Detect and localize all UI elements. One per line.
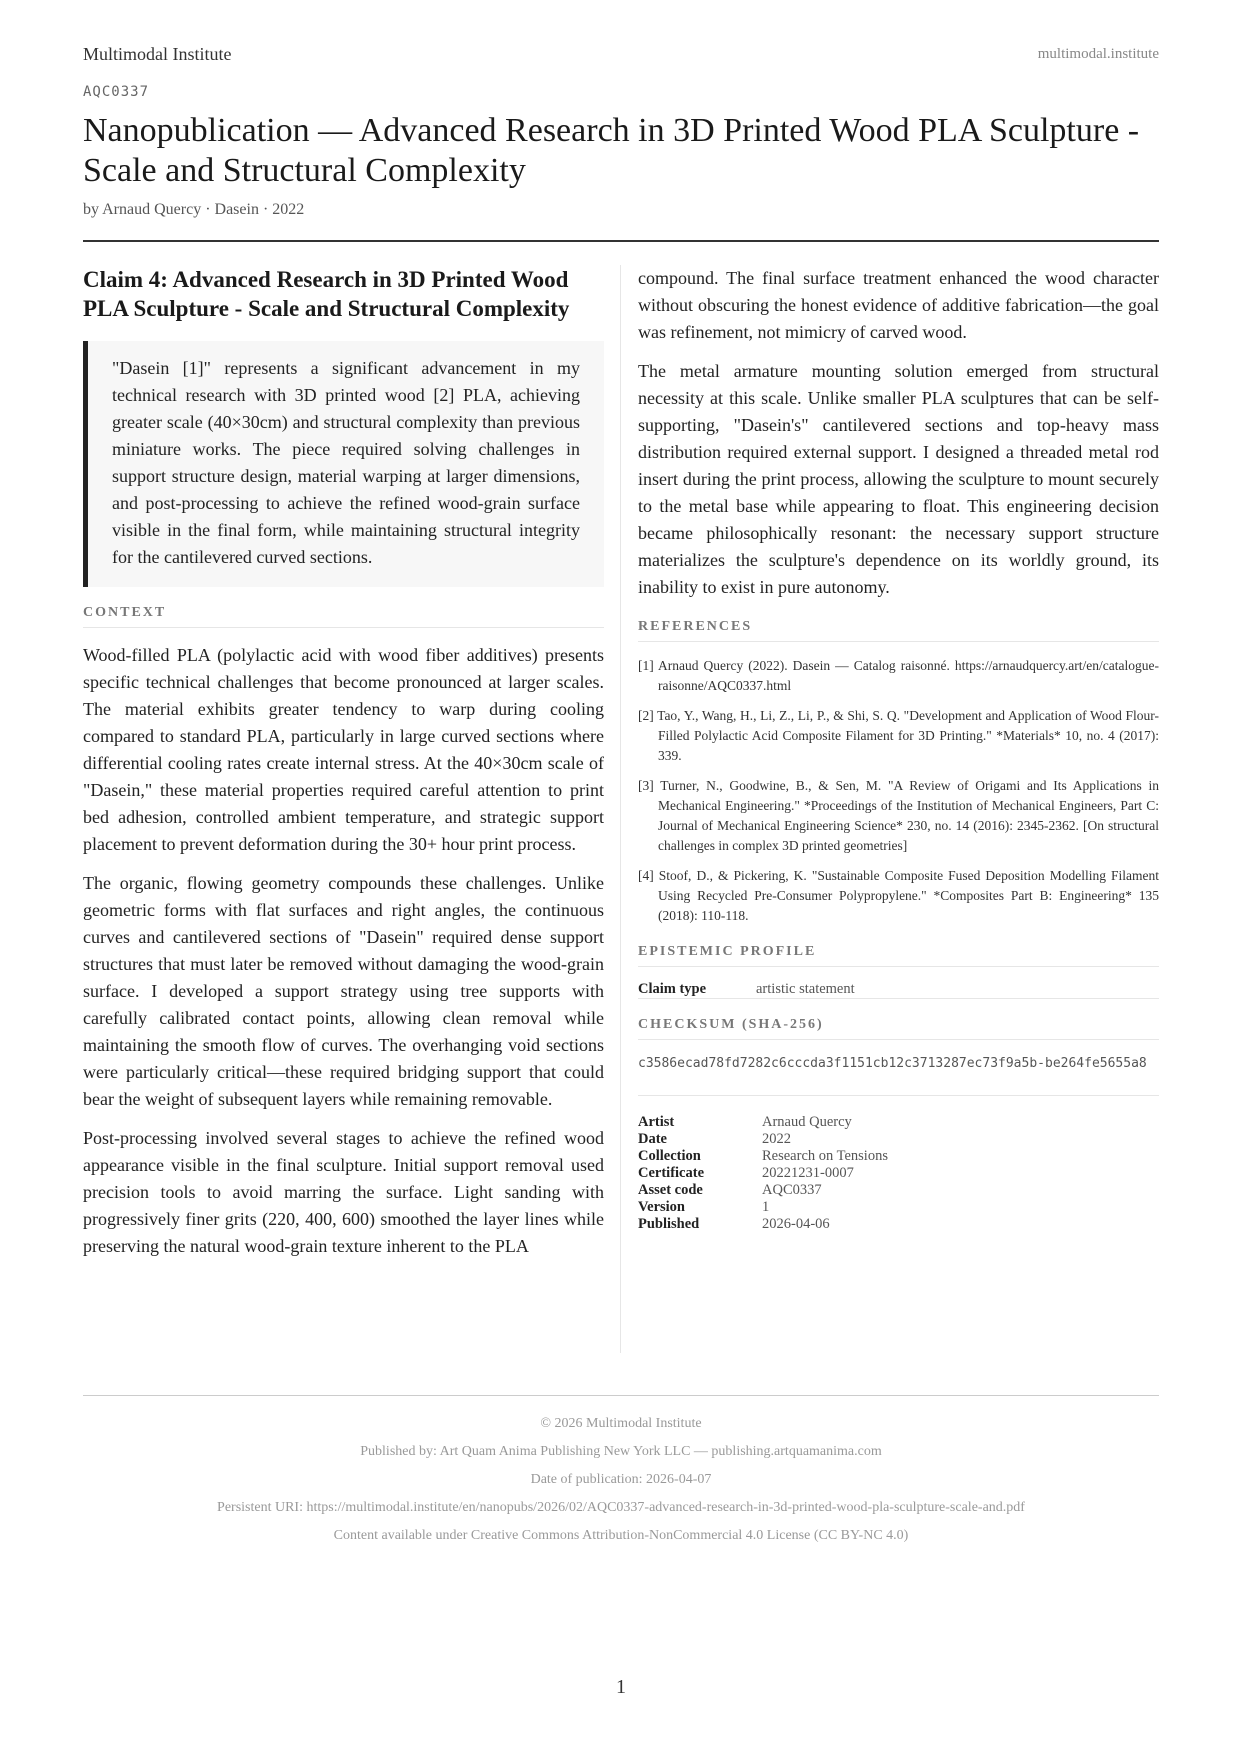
- metadata-row: [638, 1165, 1159, 1182]
- reference-item: [4] Stoof, D., & Pickering, K. "Sustainable Composite Fused Deposition Modelling Filament Using Recycled Pre-Consumer Polypropylene." *Composites Part B: Engineering* 135 (2018): 110-118.: [638, 868, 1159, 923]
- context-paragraph: Post-processing involved several stages to achieve the refined wood appearance visible in the final sculpture. Initial support removal used precision tools to avoid marring the surface. Light sanding with progressively finer grits (220, 400, 600) smoothed the layer lines while preserving the natural wood-grain texture inherent to the PLA: [83, 1128, 604, 1256]
- asset-code: AQC0337: [83, 84, 150, 100]
- epistemic-heading: EPISTEMIC PROFILE: [638, 944, 1159, 967]
- header-divider: [83, 240, 1159, 242]
- metadata-table: [638, 1114, 1159, 1233]
- context-heading: CONTEXT: [83, 605, 604, 628]
- left-column: [83, 265, 604, 1272]
- byline: by Arnaud Quercy · Dasein · 2022: [83, 201, 305, 218]
- claim-quote: "Dasein [1]" represents a significant advancement in my technical research with 3D printed wood [2] PLA, achieving greater scale (40×30cm) and structural complexity than previous miniature works. The piece required solving challenges in support structure design, material warping at larger dimensions, and post-processing to achieve the refined wood-grain surface visible in the final form, while maintaining structural integrity for the cantilevered curved sections.: [83, 341, 604, 587]
- metadata-value: 1: [762, 1199, 770, 1215]
- claim-type-value: artistic statement: [756, 981, 1159, 999]
- metadata-value: 2026-04-06: [762, 1216, 830, 1232]
- references-list: [638, 656, 1159, 926]
- metadata-row: [638, 1199, 1159, 1216]
- epistemic-table: [638, 981, 1159, 999]
- metadata-label: Version: [638, 1199, 685, 1215]
- metadata-label: Certificate: [638, 1165, 705, 1181]
- metadata-label: Asset code: [638, 1182, 703, 1198]
- context-paragraph: The organic, flowing geometry compounds these challenges. Unlike geometric forms with flat surfaces and right angles, the continuous curves and cantilevered sections of "Dasein" required dense support structures that must later be removed without damaging the wood-grain surface. I developed a support strategy using tree supports with carefully calibrated contact points, allowing clean removal while maintaining the smooth flow of curves. The overhanging void sections were particularly critical—these required bridging support that could bear the weight of subsequent layers while remaining removable.: [83, 873, 604, 1109]
- context-paragraph: The metal armature mounting solution emerged from structural necessity at this scale. Unlike smaller PLA sculptures that can be self-supporting, "Dasein's" cantilevered sections and top-heavy mass distribution required external support. I designed a threaded metal rod insert during the print process, allowing the sculpture to mount securely to the metal base while appearing to float. This engineering decision became philosophically resonant: the necessary support structure materializes the sculpture's dependence on its worldly ground, its inability to exist in pure autonomy.: [638, 361, 1159, 597]
- references-heading: REFERENCES: [638, 619, 1159, 642]
- claim-heading: Claim 4: Advanced Research in 3D Printed Wood PLA Sculpture - Scale and Structural Complexity: [83, 267, 570, 321]
- metadata-value: 2022: [762, 1131, 791, 1147]
- top-bar: [83, 44, 1159, 68]
- reference-item: [2] Tao, Y., Wang, H., Li, Z., Li, P., & Shi, S. Q. "Development and Application of Wood Flour-Filled Polylactic Acid Composite Filament for 3D Printing." *Materials* 10, no. 4 (2017): 339.: [638, 708, 1159, 763]
- metadata-label: Published: [638, 1216, 700, 1232]
- footer-divider: [83, 1395, 1159, 1396]
- metadata-row: [638, 1148, 1159, 1165]
- page-title: Nanopublication — Advanced Research in 3D Printed Wood PLA Sculpture - Scale and Structural Complexity: [83, 112, 1140, 189]
- site-link[interactable]: multimodal.institute: [1037, 46, 1159, 62]
- page-number: 1: [616, 1676, 626, 1698]
- reference-item: [1] Arnaud Quercy (2022). Dasein — Catalog raisonné. https://arnaudquercy.art/en/catalogue-raisonne/AQC0337.html: [638, 658, 1159, 693]
- document-page: [83, 0, 1159, 1754]
- epistemic-row: [638, 981, 1159, 999]
- right-column: [638, 265, 1159, 1233]
- metadata-value: Arnaud Quercy: [762, 1114, 852, 1130]
- metadata-value: AQC0337: [762, 1182, 822, 1198]
- metadata-value: Research on Tensions: [762, 1148, 888, 1164]
- footer-copyright: © 2026 Multimodal Institute: [540, 1416, 702, 1431]
- reference-item: [3] Turner, N., Goodwine, B., & Sen, M. "A Review of Origami and Its Applications in Mechanical Engineering." *Proceedings of the Institution of Mechanical Engineers, Part C: Journal of Mechanical Engineering Science* 230, no. 14 (2016): 2345-2362. [On structural challenges in complex 3D printed geometries]: [638, 778, 1159, 853]
- context-paragraph: Wood-filled PLA (polylactic acid with wood fiber additives) presents specific technical challenges that become pronounced at larger scales. The material exhibits greater tendency to warp during cooling compared to standard PLA, particularly in large curved sections where differential cooling rates create internal stress. At the 40×30cm scale of "Dasein," these material properties required careful attention to print bed adhesion, controlled ambient temperature, and strategic support placement to prevent deformation during the 30+ hour print process.: [83, 645, 604, 854]
- column-divider: [620, 265, 621, 1353]
- metadata-value: 20221231-0007: [762, 1165, 854, 1181]
- metadata-row: [638, 1131, 1159, 1148]
- footer-uri[interactable]: Persistent URI: https://multimodal.institute/en/nanopubs/2026/02/AQC0337-advanced-research-in-3d-printed-wood-pla-sculpture-scale-and.pdf: [217, 1500, 1025, 1515]
- metadata-row: [638, 1114, 1159, 1131]
- footer: [83, 1410, 1159, 1550]
- metadata-label: Collection: [638, 1148, 701, 1164]
- footer-publisher: Published by: Art Quam Anima Publishing New York LLC — publishing.artquamanima.com: [360, 1444, 882, 1459]
- footer-date: Date of publication: 2026-04-07: [530, 1472, 712, 1487]
- checksum-value: c3586ecad78fd7282c6cccda3f1151cb12c3713287ec73f9a5b-be264fe5655a8: [638, 1054, 1159, 1096]
- metadata-row: [638, 1216, 1159, 1233]
- claim-type-label: Claim type: [638, 981, 756, 999]
- metadata-label: Date: [638, 1131, 667, 1147]
- footer-license: Content available under Creative Commons Attribution-NonCommercial 4.0 License (CC BY-NC 4.0): [333, 1528, 909, 1543]
- context-paragraph: compound. The final surface treatment enhanced the wood character without obscuring the honest evidence of additive fabrication—the goal was refinement, not mimicry of carved wood.: [638, 268, 1159, 342]
- metadata-row: [638, 1182, 1159, 1199]
- institute-name: Multimodal Institute: [83, 44, 232, 64]
- metadata-label: Artist: [638, 1114, 675, 1130]
- checksum-heading: CHECKSUM (SHA-256): [638, 1017, 1159, 1040]
